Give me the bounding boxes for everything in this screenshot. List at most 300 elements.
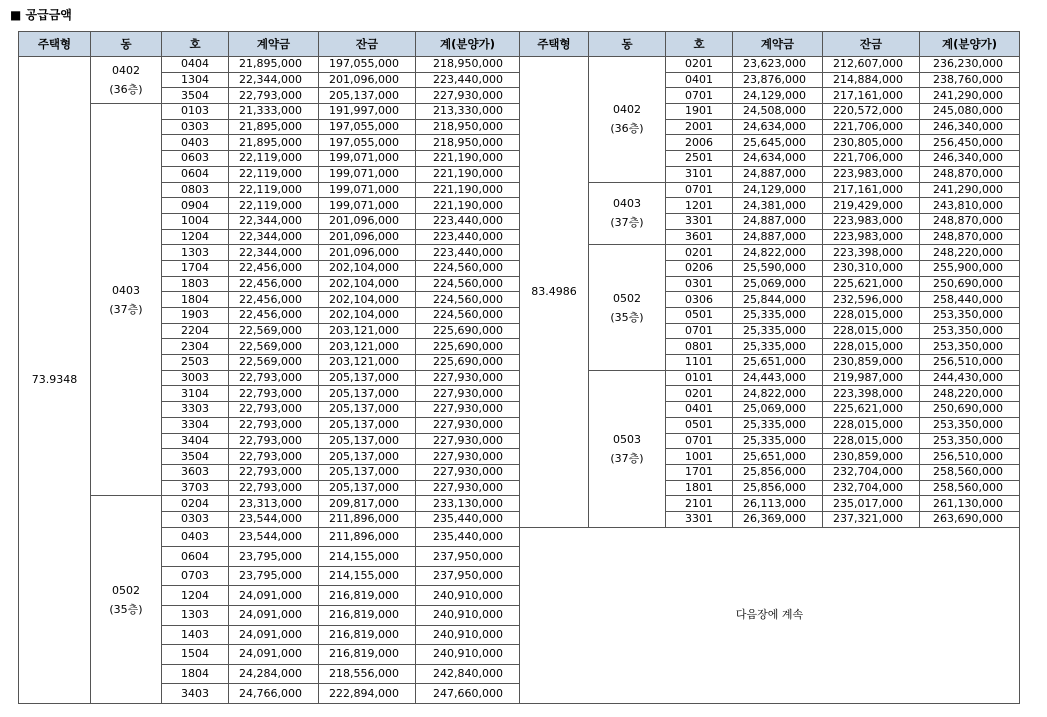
deposit-amount: 24,887,000: [733, 166, 823, 182]
total-price: 250,690,000: [920, 276, 1020, 292]
unit-number: 0301: [666, 276, 733, 292]
deposit-amount: 22,793,000: [229, 386, 319, 402]
balance-amount: 232,596,000: [823, 292, 920, 308]
total-price: 227,930,000: [416, 480, 520, 496]
total-price: 255,900,000: [920, 260, 1020, 276]
balance-amount: 205,137,000: [319, 88, 416, 104]
unit-number: 0701: [666, 433, 733, 449]
balance-amount: 202,104,000: [319, 308, 416, 324]
deposit-amount: 25,069,000: [733, 402, 823, 418]
unit-number: 1801: [666, 480, 733, 496]
unit-number: 3404: [162, 433, 229, 449]
section-title: ■ 공급금액: [10, 8, 72, 22]
total-price: 235,440,000: [416, 511, 520, 527]
balance-amount: 202,104,000: [319, 292, 416, 308]
total-price: 227,930,000: [416, 88, 520, 104]
unit-number: 0201: [666, 386, 733, 402]
balance-amount: 203,121,000: [319, 323, 416, 339]
unit-number: 2006: [666, 135, 733, 151]
unit-number: 1004: [162, 213, 229, 229]
balance-amount: 225,621,000: [823, 276, 920, 292]
balance-amount: 230,859,000: [823, 449, 920, 465]
table-row: [19, 355, 1020, 371]
total-price: 227,930,000: [416, 464, 520, 480]
balance-amount: 230,310,000: [823, 260, 920, 276]
deposit-amount: 22,793,000: [229, 88, 319, 104]
supply-price-table: [18, 31, 1020, 704]
header-balance: 잔금: [319, 32, 416, 57]
table-row: [19, 480, 1020, 496]
deposit-amount: 25,645,000: [733, 135, 823, 151]
total-price: 258,440,000: [920, 292, 1020, 308]
table-row: [19, 386, 1020, 402]
total-price: 240,910,000: [416, 586, 520, 606]
total-price: 221,190,000: [416, 151, 520, 167]
dong-cell: [589, 245, 666, 371]
unit-number: 2304: [162, 339, 229, 355]
balance-amount: 217,161,000: [823, 182, 920, 198]
deposit-amount: 22,793,000: [229, 370, 319, 386]
deposit-amount: 22,344,000: [229, 245, 319, 261]
unit-number: 1101: [666, 355, 733, 371]
deposit-amount: 24,129,000: [733, 88, 823, 104]
dong-floors: (36층): [109, 83, 143, 97]
unit-number: 2204: [162, 323, 229, 339]
deposit-amount: 24,129,000: [733, 182, 823, 198]
unit-number: 3601: [666, 229, 733, 245]
total-price: 241,290,000: [920, 182, 1020, 198]
balance-amount: 205,137,000: [319, 433, 416, 449]
total-price: 248,220,000: [920, 245, 1020, 261]
housing-type-cell: 83.4986: [520, 57, 589, 528]
table-row: [19, 88, 1020, 104]
deposit-amount: 24,284,000: [229, 664, 319, 684]
balance-amount: 228,015,000: [823, 417, 920, 433]
deposit-amount: 23,544,000: [229, 511, 319, 527]
deposit-amount: 23,313,000: [229, 496, 319, 512]
dong-floors: (35층): [109, 602, 143, 616]
total-price: 227,930,000: [416, 386, 520, 402]
total-price: 227,930,000: [416, 417, 520, 433]
balance-amount: 211,896,000: [319, 511, 416, 527]
dong-number: 0402: [613, 103, 641, 117]
balance-amount: 230,859,000: [823, 355, 920, 371]
header-balance: 잔금: [823, 32, 920, 57]
table-row: [19, 276, 1020, 292]
housing-type-cell: 73.9348: [19, 57, 91, 704]
total-price: 248,870,000: [920, 229, 1020, 245]
unit-number: 1901: [666, 104, 733, 120]
total-price: 221,190,000: [416, 198, 520, 214]
balance-amount: 223,398,000: [823, 386, 920, 402]
balance-amount: 214,155,000: [319, 547, 416, 567]
unit-number: 0701: [666, 182, 733, 198]
balance-amount: 220,572,000: [823, 104, 920, 120]
unit-number: 0303: [162, 511, 229, 527]
total-price: 253,350,000: [920, 323, 1020, 339]
deposit-amount: 22,793,000: [229, 480, 319, 496]
total-price: 258,560,000: [920, 464, 1020, 480]
balance-amount: 228,015,000: [823, 433, 920, 449]
table-row: [19, 402, 1020, 418]
total-price: 247,660,000: [416, 684, 520, 704]
balance-amount: 221,706,000: [823, 151, 920, 167]
deposit-amount: 23,623,000: [733, 57, 823, 73]
deposit-amount: 25,335,000: [733, 417, 823, 433]
dong-floors: (36층): [610, 122, 644, 136]
table-row: [19, 260, 1020, 276]
unit-number: 1903: [162, 308, 229, 324]
dong-floors: (37층): [610, 451, 644, 465]
unit-number: 0701: [666, 88, 733, 104]
total-price: 250,690,000: [920, 402, 1020, 418]
total-price: 213,330,000: [416, 104, 520, 120]
deposit-amount: 22,119,000: [229, 182, 319, 198]
balance-amount: 223,983,000: [823, 166, 920, 182]
balance-amount: 199,071,000: [319, 166, 416, 182]
continue-note: 다음장에 계속: [520, 527, 1020, 703]
deposit-amount: 25,651,000: [733, 355, 823, 371]
total-price: 235,440,000: [416, 527, 520, 547]
header-total: 계(분양가): [416, 32, 520, 57]
deposit-amount: 22,456,000: [229, 292, 319, 308]
dong-cell: [91, 104, 162, 496]
unit-number: 1303: [162, 245, 229, 261]
total-price: 246,340,000: [920, 151, 1020, 167]
deposit-amount: 25,844,000: [733, 292, 823, 308]
balance-amount: 216,819,000: [319, 645, 416, 665]
unit-number: 0801: [666, 339, 733, 355]
unit-number: 3703: [162, 480, 229, 496]
deposit-amount: 24,822,000: [733, 245, 823, 261]
balance-amount: 216,819,000: [319, 586, 416, 606]
total-price: 223,440,000: [416, 72, 520, 88]
deposit-amount: 25,335,000: [733, 433, 823, 449]
deposit-amount: 22,344,000: [229, 72, 319, 88]
unit-number: 3304: [162, 417, 229, 433]
unit-number: 1701: [666, 464, 733, 480]
deposit-amount: 24,822,000: [733, 386, 823, 402]
unit-number: 3504: [162, 449, 229, 465]
total-price: 237,950,000: [416, 547, 520, 567]
balance-amount: 228,015,000: [823, 323, 920, 339]
deposit-amount: 22,344,000: [229, 213, 319, 229]
total-price: 240,910,000: [416, 625, 520, 645]
balance-amount: 191,997,000: [319, 104, 416, 120]
deposit-amount: 21,333,000: [229, 104, 319, 120]
balance-amount: 203,121,000: [319, 355, 416, 371]
deposit-amount: 24,443,000: [733, 370, 823, 386]
header-total: 계(분양가): [920, 32, 1020, 57]
dong-floors: (37층): [109, 302, 143, 316]
deposit-amount: 22,569,000: [229, 355, 319, 371]
table-row: [19, 245, 1020, 261]
balance-amount: 228,015,000: [823, 339, 920, 355]
balance-amount: 218,556,000: [319, 664, 416, 684]
unit-number: 0201: [666, 245, 733, 261]
balance-amount: 205,137,000: [319, 417, 416, 433]
dong-number: 0402: [112, 64, 140, 78]
unit-number: 2001: [666, 119, 733, 135]
unit-number: 0803: [162, 182, 229, 198]
balance-amount: 225,621,000: [823, 402, 920, 418]
header-deposit: 계약금: [733, 32, 823, 57]
header-type: 주택형: [520, 32, 589, 57]
header-deposit: 계약금: [229, 32, 319, 57]
deposit-amount: 23,795,000: [229, 547, 319, 567]
unit-number: 3403: [162, 684, 229, 704]
unit-number: 0401: [666, 402, 733, 418]
table-row: [19, 433, 1020, 449]
table-row: [19, 198, 1020, 214]
balance-amount: 223,398,000: [823, 245, 920, 261]
dong-number: 0502: [112, 583, 140, 597]
balance-amount: 202,104,000: [319, 276, 416, 292]
balance-amount: 202,104,000: [319, 260, 416, 276]
total-price: 237,950,000: [416, 566, 520, 586]
deposit-amount: 25,335,000: [733, 339, 823, 355]
total-price: 227,930,000: [416, 370, 520, 386]
unit-number: 0403: [162, 135, 229, 151]
balance-amount: 232,704,000: [823, 480, 920, 496]
dong-floors: (37층): [610, 216, 644, 230]
balance-amount: 199,071,000: [319, 198, 416, 214]
deposit-amount: 25,590,000: [733, 260, 823, 276]
unit-number: 1201: [666, 198, 733, 214]
balance-amount: 235,017,000: [823, 496, 920, 512]
deposit-amount: 25,856,000: [733, 480, 823, 496]
table-row: [19, 57, 1020, 73]
total-price: 218,950,000: [416, 57, 520, 73]
total-price: 256,450,000: [920, 135, 1020, 151]
unit-number: 0703: [162, 566, 229, 586]
unit-number: 1803: [162, 276, 229, 292]
total-price: 236,230,000: [920, 57, 1020, 73]
unit-number: 1704: [162, 260, 229, 276]
unit-number: 2503: [162, 355, 229, 371]
total-price: 223,440,000: [416, 229, 520, 245]
unit-number: 0401: [666, 72, 733, 88]
unit-number: 3301: [666, 213, 733, 229]
balance-amount: 199,071,000: [319, 151, 416, 167]
dong-cell: [589, 182, 666, 245]
unit-number: 0403: [162, 527, 229, 547]
deposit-amount: 22,119,000: [229, 151, 319, 167]
table-row: [19, 339, 1020, 355]
table-row: [19, 417, 1020, 433]
deposit-amount: 25,335,000: [733, 308, 823, 324]
balance-amount: 222,894,000: [319, 684, 416, 704]
table-row: [19, 464, 1020, 480]
deposit-amount: 26,369,000: [733, 511, 823, 527]
unit-number: 3603: [162, 464, 229, 480]
deposit-amount: 22,793,000: [229, 449, 319, 465]
unit-number: 1403: [162, 625, 229, 645]
balance-amount: 216,819,000: [319, 625, 416, 645]
balance-amount: 205,137,000: [319, 464, 416, 480]
deposit-amount: 22,456,000: [229, 260, 319, 276]
unit-number: 1303: [162, 606, 229, 626]
total-price: 253,350,000: [920, 417, 1020, 433]
balance-amount: 230,805,000: [823, 135, 920, 151]
deposit-amount: 24,091,000: [229, 586, 319, 606]
deposit-amount: 24,091,000: [229, 625, 319, 645]
unit-number: 0501: [666, 417, 733, 433]
unit-number: 2101: [666, 496, 733, 512]
deposit-amount: 25,335,000: [733, 323, 823, 339]
unit-number: 3104: [162, 386, 229, 402]
unit-number: 0701: [666, 323, 733, 339]
header-type: 주택형: [19, 32, 91, 57]
total-price: 218,950,000: [416, 135, 520, 151]
table-row: [19, 213, 1020, 229]
dong-cell: [91, 57, 162, 104]
total-price: 248,870,000: [920, 213, 1020, 229]
balance-amount: 214,884,000: [823, 72, 920, 88]
unit-number: 0204: [162, 496, 229, 512]
deposit-amount: 21,895,000: [229, 119, 319, 135]
unit-number: 3101: [666, 166, 733, 182]
deposit-amount: 24,634,000: [733, 119, 823, 135]
deposit-amount: 24,634,000: [733, 151, 823, 167]
total-price: 238,760,000: [920, 72, 1020, 88]
balance-amount: 223,983,000: [823, 229, 920, 245]
total-price: 241,290,000: [920, 88, 1020, 104]
total-price: 244,430,000: [920, 370, 1020, 386]
balance-amount: 201,096,000: [319, 213, 416, 229]
balance-amount: 205,137,000: [319, 370, 416, 386]
unit-number: 0904: [162, 198, 229, 214]
total-price: 218,950,000: [416, 119, 520, 135]
unit-number: 2501: [666, 151, 733, 167]
unit-number: 1204: [162, 586, 229, 606]
deposit-amount: 23,795,000: [229, 566, 319, 586]
dong-number: 0403: [613, 197, 641, 211]
unit-number: 0501: [666, 308, 733, 324]
balance-amount: 201,096,000: [319, 72, 416, 88]
balance-amount: 205,137,000: [319, 386, 416, 402]
unit-number: 0604: [162, 547, 229, 567]
deposit-amount: 22,793,000: [229, 402, 319, 418]
table-row: [19, 229, 1020, 245]
header-dong: 동: [91, 32, 162, 57]
table-row: [19, 527, 1020, 547]
table-row: [19, 182, 1020, 198]
total-price: 224,560,000: [416, 308, 520, 324]
unit-number: 0206: [666, 260, 733, 276]
unit-number: 0603: [162, 151, 229, 167]
unit-number: 0404: [162, 57, 229, 73]
balance-amount: 197,055,000: [319, 57, 416, 73]
deposit-amount: 25,651,000: [733, 449, 823, 465]
header-row: [19, 32, 1020, 57]
dong-cell: [589, 370, 666, 527]
table-row: [19, 496, 1020, 512]
total-price: 227,930,000: [416, 449, 520, 465]
balance-amount: 223,983,000: [823, 213, 920, 229]
balance-amount: 201,096,000: [319, 229, 416, 245]
balance-amount: 197,055,000: [319, 135, 416, 151]
unit-number: 0604: [162, 166, 229, 182]
table-row: [19, 449, 1020, 465]
table-row: [19, 119, 1020, 135]
balance-amount: 201,096,000: [319, 245, 416, 261]
total-price: 233,130,000: [416, 496, 520, 512]
deposit-amount: 24,766,000: [229, 684, 319, 704]
deposit-amount: 25,856,000: [733, 464, 823, 480]
unit-number: 3003: [162, 370, 229, 386]
deposit-amount: 23,876,000: [733, 72, 823, 88]
dong-cell: [589, 57, 666, 183]
deposit-amount: 24,091,000: [229, 645, 319, 665]
unit-number: 3504: [162, 88, 229, 104]
deposit-amount: 22,456,000: [229, 308, 319, 324]
total-price: 256,510,000: [920, 355, 1020, 371]
total-price: 225,690,000: [416, 323, 520, 339]
balance-amount: 221,706,000: [823, 119, 920, 135]
unit-number: 0103: [162, 104, 229, 120]
total-price: 225,690,000: [416, 355, 520, 371]
deposit-amount: 21,895,000: [229, 57, 319, 73]
unit-number: 0303: [162, 119, 229, 135]
total-price: 248,870,000: [920, 166, 1020, 182]
balance-amount: 217,161,000: [823, 88, 920, 104]
unit-number: 1204: [162, 229, 229, 245]
total-price: 227,930,000: [416, 402, 520, 418]
header-ho: 호: [666, 32, 733, 57]
deposit-amount: 24,887,000: [733, 213, 823, 229]
deposit-amount: 24,887,000: [733, 229, 823, 245]
deposit-amount: 22,119,000: [229, 166, 319, 182]
balance-amount: 228,015,000: [823, 308, 920, 324]
deposit-amount: 23,544,000: [229, 527, 319, 547]
deposit-amount: 22,344,000: [229, 229, 319, 245]
table-row: [19, 511, 1020, 527]
balance-amount: 203,121,000: [319, 339, 416, 355]
dong-floors: (35층): [610, 310, 644, 324]
unit-number: 0201: [666, 57, 733, 73]
total-price: 223,440,000: [416, 213, 520, 229]
table-row: [19, 323, 1020, 339]
total-price: 243,810,000: [920, 198, 1020, 214]
balance-amount: 232,704,000: [823, 464, 920, 480]
balance-amount: 199,071,000: [319, 182, 416, 198]
balance-amount: 219,987,000: [823, 370, 920, 386]
unit-number: 1804: [162, 664, 229, 684]
deposit-amount: 21,895,000: [229, 135, 319, 151]
dong-number: 0502: [613, 291, 641, 305]
table-row: [19, 292, 1020, 308]
total-price: 248,220,000: [920, 386, 1020, 402]
total-price: 221,190,000: [416, 182, 520, 198]
unit-number: 0101: [666, 370, 733, 386]
balance-amount: 205,137,000: [319, 402, 416, 418]
deposit-amount: 22,119,000: [229, 198, 319, 214]
total-price: 224,560,000: [416, 260, 520, 276]
table-row: [19, 135, 1020, 151]
deposit-amount: 22,569,000: [229, 339, 319, 355]
table-row: [19, 308, 1020, 324]
deposit-amount: 22,569,000: [229, 323, 319, 339]
total-price: 258,560,000: [920, 480, 1020, 496]
deposit-amount: 22,456,000: [229, 276, 319, 292]
deposit-amount: 24,091,000: [229, 606, 319, 626]
unit-number: 1504: [162, 645, 229, 665]
balance-amount: 214,155,000: [319, 566, 416, 586]
balance-amount: 197,055,000: [319, 119, 416, 135]
total-price: 221,190,000: [416, 166, 520, 182]
balance-amount: 219,429,000: [823, 198, 920, 214]
